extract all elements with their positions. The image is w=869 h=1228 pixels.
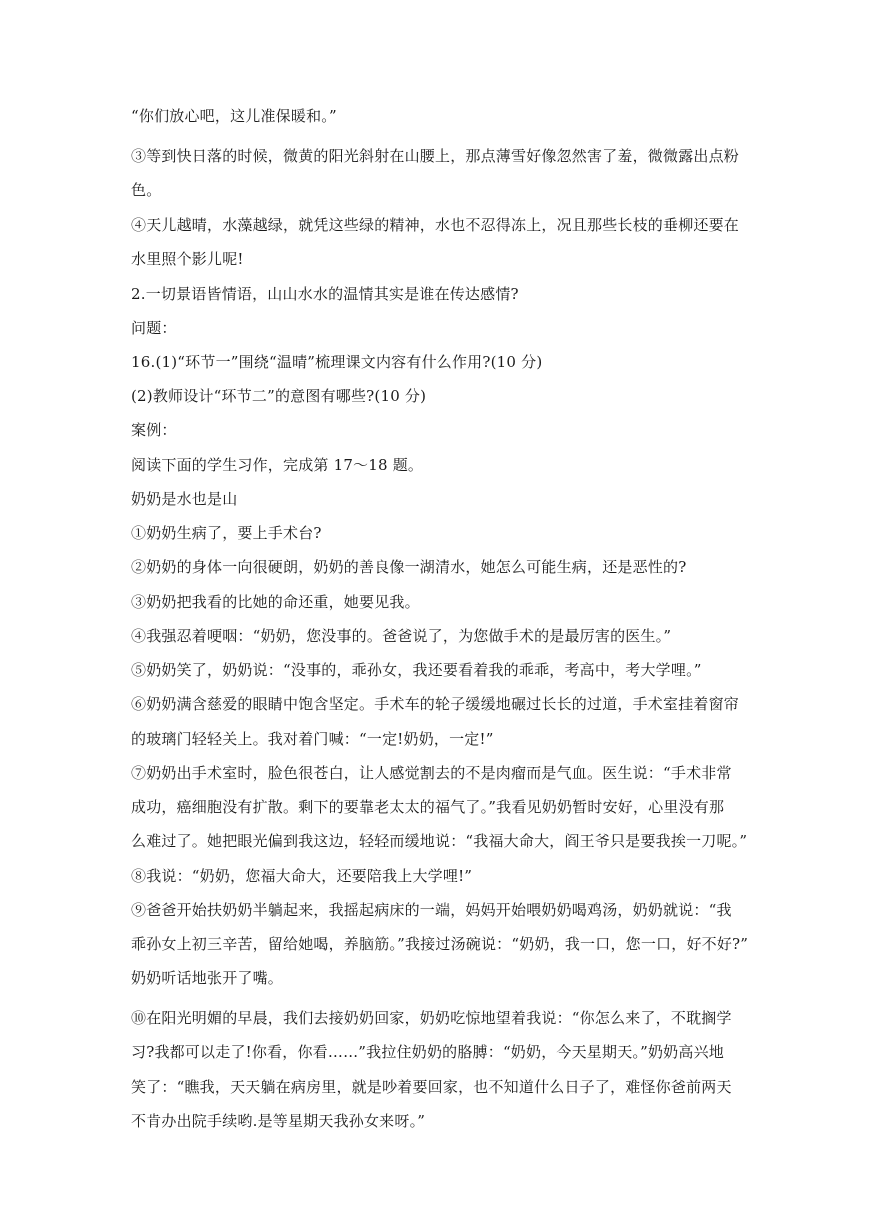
- text-line: ⑨爸爸开始扶奶奶半躺起来，我摇起病床的一端，妈妈开始喂奶奶喝鸡汤，奶奶就说：“我: [131, 901, 732, 919]
- section-label: 案例：: [131, 421, 177, 439]
- text-line: ④天儿越晴，水藻越绿，就凭这些绿的精神，水也不忍得冻上，况且那些长枝的垂柳还要在: [131, 216, 740, 234]
- text-line: ⑦奶奶出手术室时，脸色很苍白，让人感觉割去的不是肉瘤而是气血。医生说：“手术非常: [131, 764, 732, 782]
- text-line: 么难过了。她把眼光偏到我这边，轻轻而缓地说：“我福大命大，阎王爷只是要我挨一刀呢。”: [131, 832, 748, 850]
- text-line: 笑了：“瞧我，天天躺在病房里，就是吵着要回家，也不知道什么日子了，难怪你爸前两天: [131, 1078, 732, 1096]
- question-line: (2)教师设计“环节二”的意图有哪些?(10 分): [131, 387, 427, 405]
- text-line: 问题：: [131, 319, 177, 337]
- text-line: ⑧我说：“奶奶，您福大命大，还要陪我上大学哩!”: [131, 867, 473, 885]
- text-line: 奶奶听话地张开了嘴。: [131, 969, 284, 987]
- text-line: ①奶奶生病了，要上手术台?: [131, 524, 322, 542]
- text-line: ②奶奶的身体一向很硬朗，奶奶的善良像一湖清水，她怎么可能生病，还是恶性的?: [131, 558, 687, 576]
- text-line: ④我强忍着哽咽：“奶奶，您没事的。爸爸说了，为您做手术的是最厉害的医生。”: [131, 627, 672, 645]
- text-line: 乖孙女上初三辛苦，留给她喝，养脑筋。”我接过汤碗说：“奶奶，我一口，您一口，好不好?”: [131, 935, 749, 953]
- text-line: 的玻璃门轻轻关上。我对着门喊：“一定!奶奶，一定!”: [131, 730, 494, 748]
- text-line: ⑩在阳光明媚的早晨，我们去接奶奶回家，奶奶吃惊地望着我说：“你怎么来了，不耽搁学: [131, 1009, 732, 1027]
- text-line: 习?我都可以走了!你看，你看……”我拉住奶奶的胳膊：“奶奶，今天星期天。”奶奶高兴地: [131, 1043, 724, 1061]
- text-line: 水里照个影儿呢!: [131, 250, 244, 268]
- text-line: 色。: [131, 181, 162, 199]
- text-line: “你们放心吧，这儿准保暖和。”: [131, 107, 337, 125]
- text-line: ③等到快日落的时候，微黄的阳光斜射在山腰上，那点薄雪好像忽然害了羞，微微露出点粉: [131, 147, 740, 165]
- question-line: 16.(1)“环节一”围绕“温晴”梳理课文内容有什么作用?(10 分): [131, 353, 543, 371]
- text-line: ⑥奶奶满含慈爱的眼睛中饱含坚定。手术车的轮子缓缓地碾过长长的过道，手术室挂着窗帘: [131, 695, 740, 713]
- text-line: 2.一切景语皆情语，山山水水的温情其实是谁在传达感情?: [131, 285, 519, 303]
- essay-title: 奶奶是水也是山: [131, 490, 238, 508]
- instruction-line: 阅读下面的学生习作，完成第 17～18 题。: [131, 456, 424, 474]
- text-line: 成功，癌细胞没有扩散。剩下的要靠老太太的福气了。”我看见奶奶暂时安好，心里没有那: [131, 798, 725, 816]
- text-line: 不肯办出院手续哟.是等星期天我孙女来呀。”: [131, 1112, 426, 1130]
- text-line: ⑤奶奶笑了，奶奶说：“没事的，乖孙女，我还要看着我的乖乖，考高中，考大学哩。”: [131, 661, 702, 679]
- text-line: ③奶奶把我看的比她的命还重，她要见我。: [131, 593, 420, 611]
